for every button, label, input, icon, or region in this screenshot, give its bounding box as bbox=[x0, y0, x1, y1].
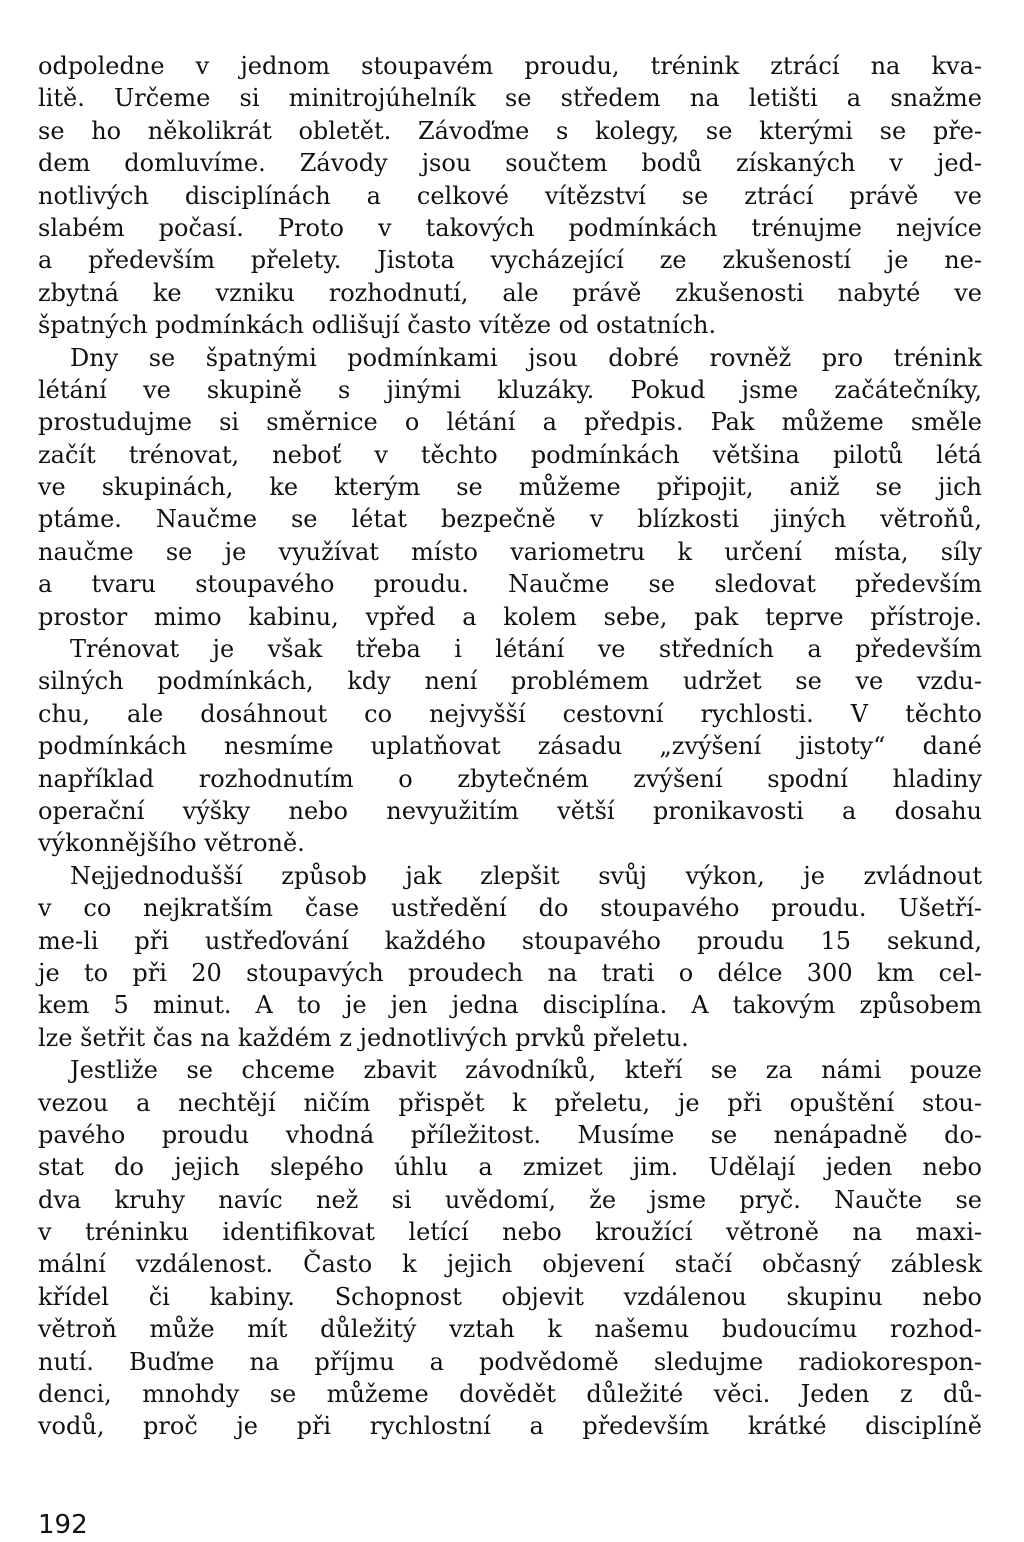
paragraph-first-line: Jestliže se chceme zbavit závodníků, kteří se za námi pouze bbox=[70, 1056, 982, 1085]
paragraph-first-line: Dny se špatnými podmínkami jsou dobré rovněž pro trénink bbox=[70, 343, 982, 372]
text-line: me-li při ustřeďování každého stoupavého proudu 15 sekund, bbox=[38, 926, 982, 955]
text-line: litě. Určeme si minitrojúhelník se středem na letišti a snažme bbox=[38, 84, 982, 113]
text-line: kem 5 minut. A to je jen jedna disciplína. A takovým způsobem bbox=[38, 991, 982, 1020]
text-line: zbytná ke vzniku rozhodnutí, ale právě zkušenosti nabyté ve bbox=[38, 278, 982, 307]
text-line: chu, ale dosáhnout co nejvyšší cestovní rychlosti. V těchto bbox=[38, 699, 982, 728]
text-line: létání ve skupině s jinými kluzáky. Pokud jsme začátečníky, bbox=[38, 375, 982, 404]
paragraph-first-line: Nejjednodušší způsob jak zlepšit svůj výkon, je zvládnout bbox=[70, 861, 982, 890]
text-line: a především přelety. Jistota vycházející ze zkušeností je ne- bbox=[38, 246, 982, 275]
text-line: dem domluvíme. Závody jsou součtem bodů získaných v jed- bbox=[38, 149, 982, 178]
page-body bbox=[38, 50, 982, 1443]
text-line: se ho několikrát obletět. Závoďme s kolegy, se kterými se pře- bbox=[38, 116, 982, 145]
text-line: pavého proudu vhodná příležitost. Musíme se nenápadně do- bbox=[38, 1120, 982, 1149]
text-line: naučme se je využívat místo variometru k určení místa, síly bbox=[38, 537, 982, 566]
text-line: ptáme. Naučme se létat bezpečně v blízkosti jiných větroňů, bbox=[38, 505, 982, 534]
text-line: denci, mnohdy se můžeme dovědět důležité věci. Jeden z dů- bbox=[38, 1380, 982, 1409]
text-line: prostudujme si směrnice o létání a předpis. Pak můžeme směle bbox=[38, 408, 982, 437]
text-line: začít trénovat, neboť v těchto podmínkách většina pilotů létá bbox=[38, 440, 982, 469]
text-line: nutí. Buďme na příjmu a podvědomě sledujme radiokorespon- bbox=[38, 1347, 982, 1376]
page-number: 192 bbox=[38, 1510, 88, 1540]
text-line: operační výšky nebo nevyužitím větší pronikavosti a dosahu bbox=[38, 796, 982, 825]
text-line: výkonnějšího větroně. bbox=[38, 829, 305, 858]
text-line: notlivých disciplínách a celkové vítězství se ztrácí právě ve bbox=[38, 181, 982, 210]
text-line: dva kruhy navíc než si uvědomí, že jsme pryč. Naučte se bbox=[38, 1185, 982, 1214]
paragraph-first-line: Trénovat je však třeba i létání ve středních a především bbox=[70, 635, 982, 664]
text-line: a tvaru stoupavého proudu. Naučme se sledovat především bbox=[38, 570, 982, 599]
text-line: je to při 20 stoupavých proudech na trati o délce 300 km cel- bbox=[38, 958, 982, 987]
text-line: ve skupinách, ke kterým se můžeme připojit, aniž se jich bbox=[38, 473, 982, 502]
text-line: stat do jejich slepého úhlu a zmizet jim. Udělají jeden nebo bbox=[38, 1153, 982, 1182]
text-line: křídel či kabiny. Schopnost objevit vzdálenou skupinu nebo bbox=[38, 1282, 982, 1311]
text-line: prostor mimo kabinu, vpřed a kolem sebe, pak teprve přístroje. bbox=[38, 602, 982, 631]
text-line: vezou a nechtějí ničím přispět k přeletu, je při opuštění stou- bbox=[38, 1088, 982, 1117]
text-line: mální vzdálenost. Často k jejich objevení stačí občasný záblesk bbox=[38, 1250, 982, 1279]
text-line: v tréninku identifikovat letící nebo kroužící větroně na maxi- bbox=[38, 1218, 982, 1247]
text-line: větroň může mít důležitý vztah k našemu budoucímu rozhod- bbox=[38, 1315, 982, 1344]
text-line: například rozhodnutím o zbytečném zvýšení spodní hladiny bbox=[38, 764, 982, 793]
text-line: v co nejkratším čase ustředění do stoupavého proudu. Ušetří- bbox=[38, 894, 982, 923]
text-line: odpoledne v jednom stoupavém proudu, trénink ztrácí na kva- bbox=[38, 52, 982, 80]
text-line: silných podmínkách, kdy není problémem udržet se ve vzdu- bbox=[38, 667, 982, 696]
text-line: lze šetřit čas na každém z jednotlivých prvků přeletu. bbox=[38, 1023, 689, 1052]
text-line: špatných podmínkách odlišují často vítěze od ostatních. bbox=[38, 311, 717, 340]
text-line: podmínkách nesmíme uplatňovat zásadu „zvýšení jistoty“ dané bbox=[38, 732, 982, 761]
text-line: vodů, proč je při rychlostní a především krátké disciplíně bbox=[38, 1412, 982, 1441]
text-line: slabém počasí. Proto v takových podmínkách trénujme nejvíce bbox=[38, 213, 982, 242]
